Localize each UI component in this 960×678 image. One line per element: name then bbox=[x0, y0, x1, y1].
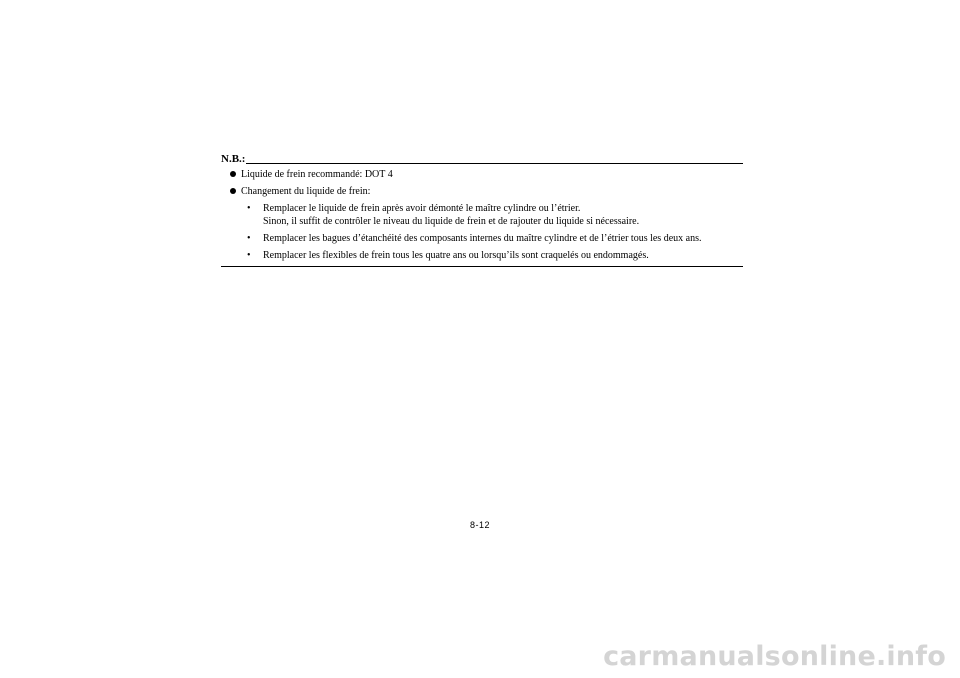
sub-item-line: Remplacer les flexibles de frein tous les quatre ans ou lorsqu’ils sont craquelés ou endommagés. bbox=[263, 250, 649, 261]
note-label: N.B.: bbox=[221, 153, 246, 165]
note-list bbox=[221, 168, 743, 198]
sub-bullet-icon: • bbox=[247, 233, 251, 244]
sub-list-item bbox=[241, 202, 743, 228]
note-bottom-rule bbox=[221, 266, 743, 267]
note-block bbox=[221, 153, 743, 267]
bullet-dot-icon bbox=[230, 188, 236, 194]
list-item bbox=[221, 185, 743, 198]
page-number: 8-12 bbox=[469, 520, 490, 530]
bullet-dot-icon bbox=[230, 171, 236, 177]
sub-list bbox=[221, 202, 743, 262]
sub-list-item bbox=[241, 249, 743, 262]
list-item-text: Changement du liquide de frein: bbox=[241, 186, 371, 197]
list-item-text: Liquide de frein recommandé: DOT 4 bbox=[241, 169, 393, 180]
sub-item-line: Remplacer le liquide de frein après avoir démonté le maître cylindre ou l’étrier. bbox=[263, 203, 581, 214]
note-header bbox=[221, 153, 743, 165]
sub-item-line: Remplacer les bagues d’étanchéité des composants internes du maître cylindre et de l’étrier tous les deux ans. bbox=[263, 233, 702, 244]
sub-list-item bbox=[241, 232, 743, 245]
note-top-rule bbox=[246, 163, 743, 164]
sub-bullet-icon: • bbox=[247, 250, 251, 261]
sub-bullet-icon: • bbox=[247, 203, 251, 214]
list-item bbox=[221, 168, 743, 181]
sub-item-line: Sinon, il suffit de contrôler le niveau du liquide de frein et de rajouter du liquide si nécessaire. bbox=[263, 216, 640, 227]
watermark: carmanualsonline.info bbox=[603, 641, 946, 672]
